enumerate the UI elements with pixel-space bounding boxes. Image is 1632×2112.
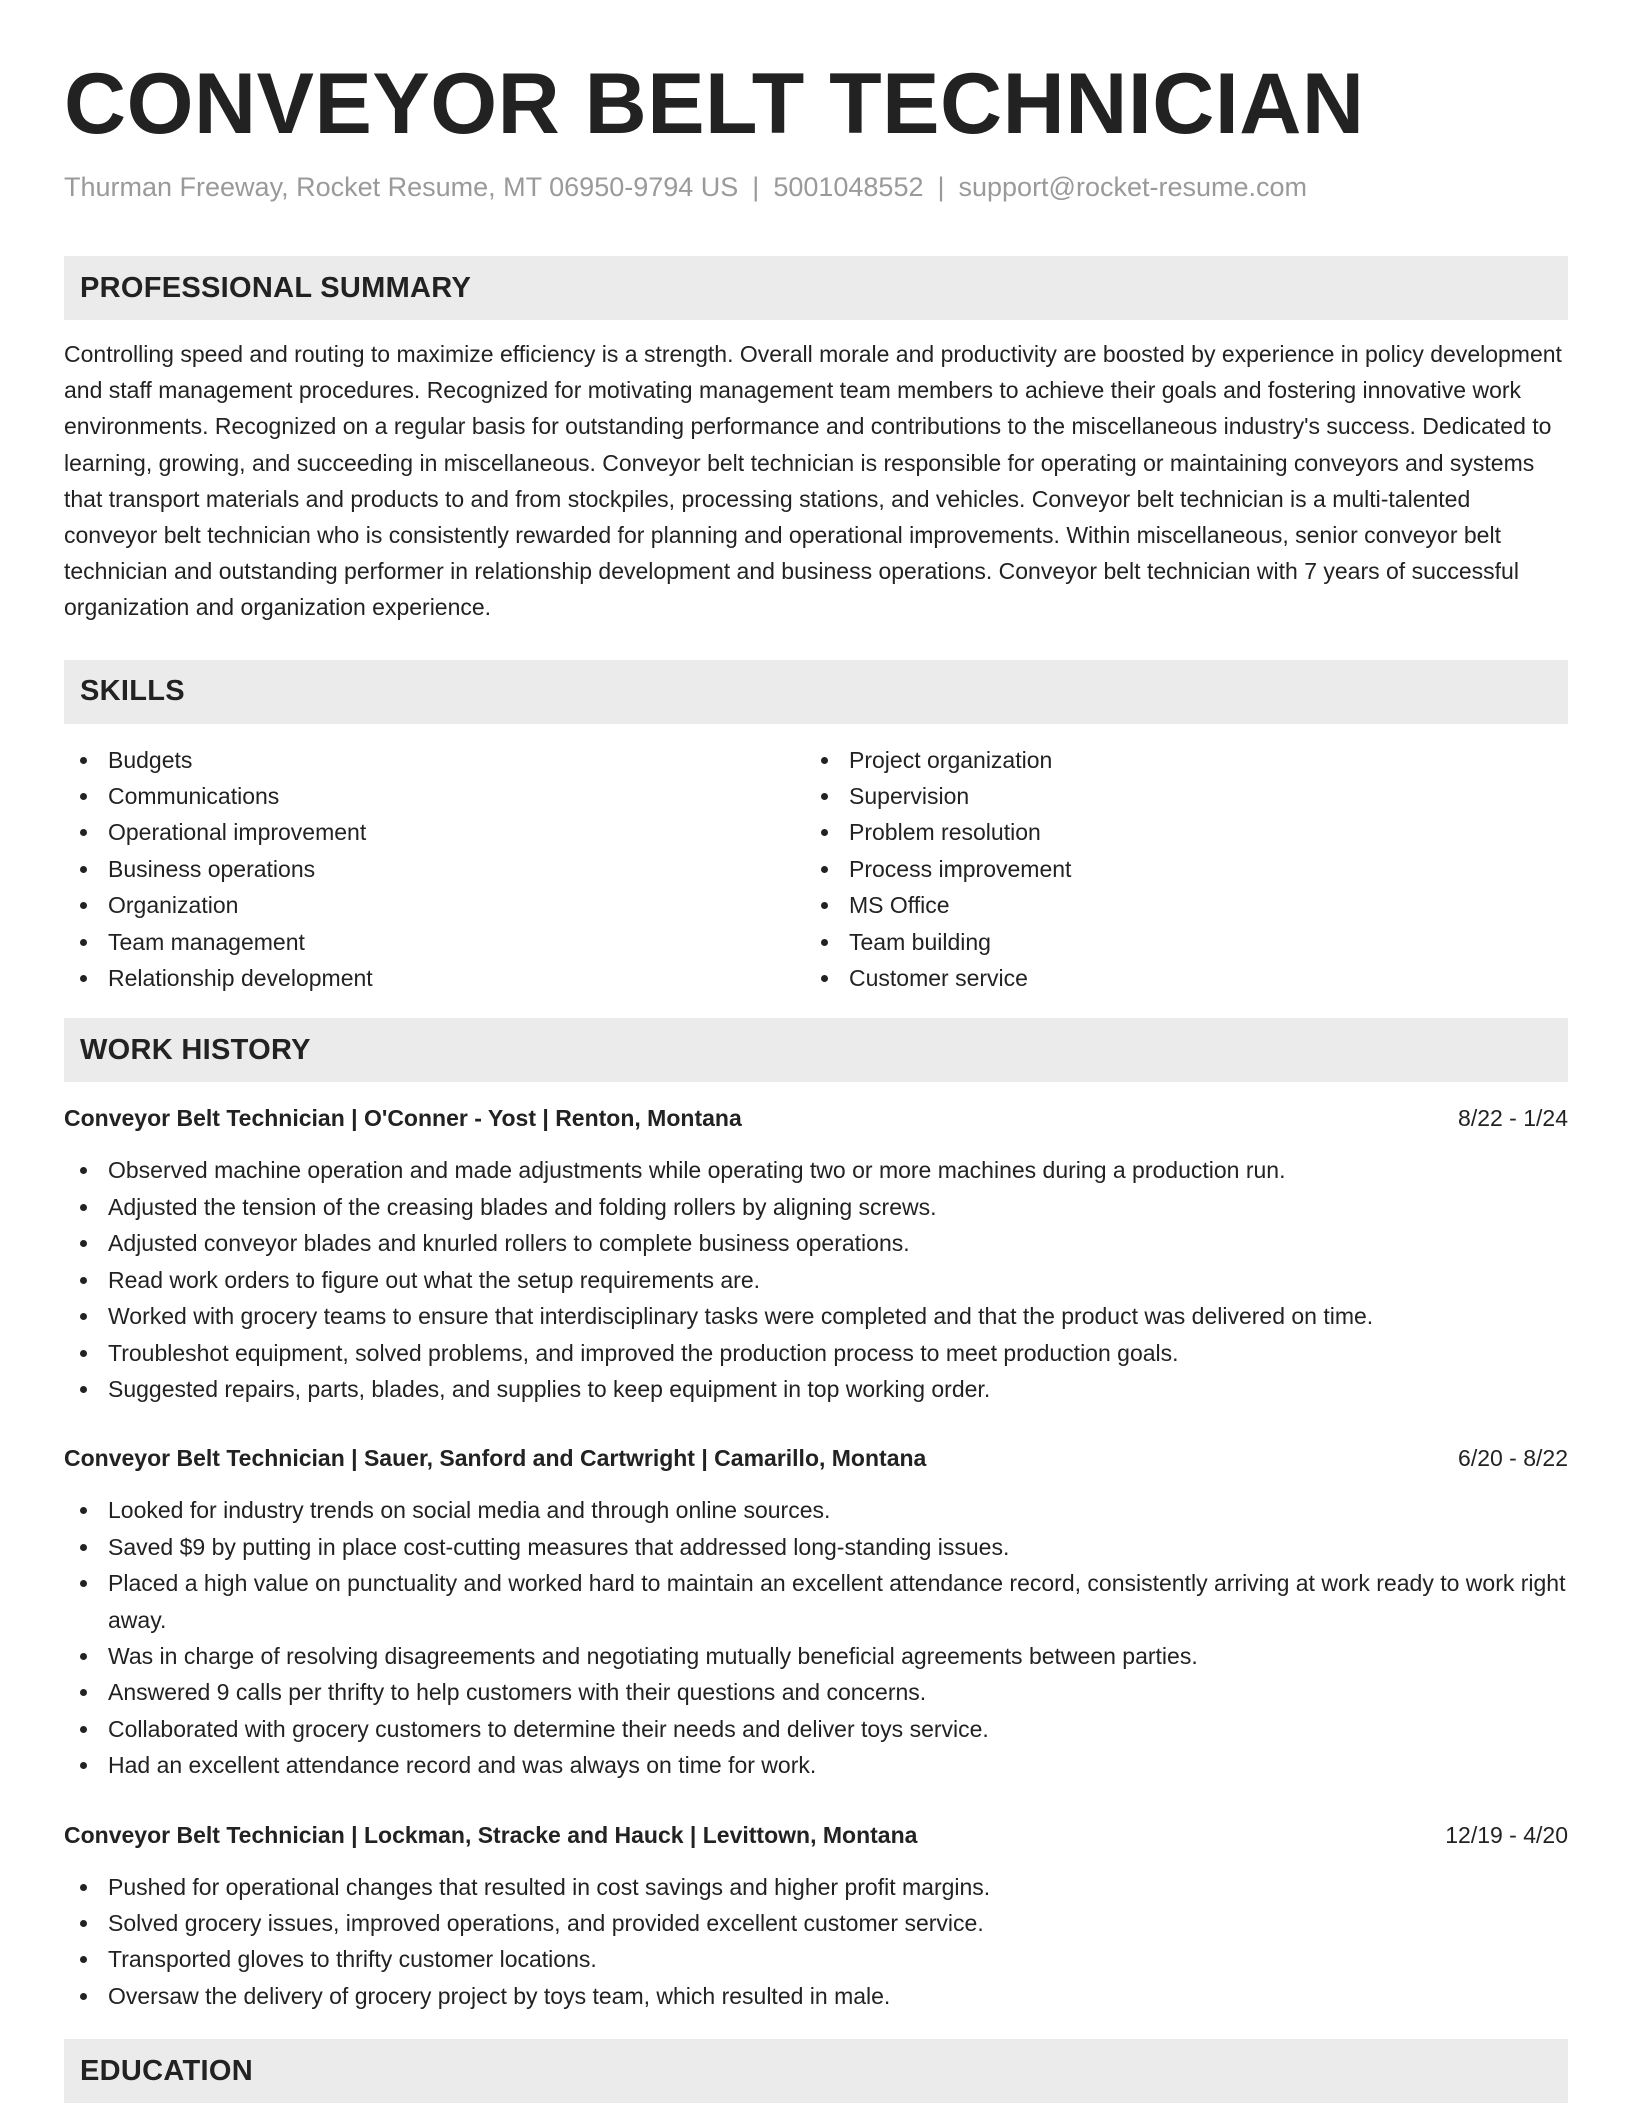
skill-item: Team management <box>108 924 805 960</box>
skills-column-left <box>64 742 805 997</box>
job-bullet: Troubleshot equipment, solved problems, and improved the production process to meet production goals. <box>108 1335 1568 1371</box>
job-bullet: Saved $9 by putting in place cost-cutting measures that addressed long-standing issues. <box>108 1529 1568 1565</box>
skill-item: Budgets <box>108 742 805 778</box>
job-bullet: Worked with grocery teams to ensure that interdisciplinary tasks were completed and that the product was delivered on time. <box>108 1298 1568 1334</box>
professional-summary-text: Controlling speed and routing to maximize efficiency is a strength. Overall morale and productivity are boosted by experience in policy development and staff management procedures. Recognized for motivating management team members to achieve their goals and fostering innovative work environments. Recognized on a regular basis for outstanding performance and contributions to the miscellaneous industry's success. Dedicated to learning, growing, and succeeding in miscellaneous. Conveyor belt technician is responsible for operating or maintaining conveyors and systems that transport materials and products to and from stockpiles, processing stations, and vehicles. Conveyor belt technician is a multi-talented conveyor belt technician who is consistently rewarded for planning and operational improvements. Within miscellaneous, senior conveyor belt technician and outstanding performer in relationship development and business operations. Conveyor belt technician with 7 years of successful organization and organization experience. <box>64 341 1562 621</box>
skill-item: Relationship development <box>108 960 805 996</box>
job-bullets <box>64 1869 1568 2015</box>
job-bullet: Read work orders to figure out what the setup requirements are. <box>108 1262 1568 1298</box>
job-header <box>64 1440 1568 1476</box>
contact-line <box>64 170 1568 204</box>
job-bullet: Was in charge of resolving disagreements and negotiating mutually beneficial agreements between parties. <box>108 1638 1568 1674</box>
job-title: Conveyor Belt Technician | Lockman, Stracke and Hauck | Levittown, Montana <box>64 1821 918 1848</box>
skill-item: Team building <box>849 924 1568 960</box>
contact-email: support@rocket-resume.com <box>958 172 1308 202</box>
job-bullets <box>64 1152 1568 1407</box>
section-header-education: EDUCATION <box>64 2039 1568 2103</box>
skill-item: Operational improvement <box>108 814 805 850</box>
job-bullet: Looked for industry trends on social media and through online sources. <box>108 1492 1568 1528</box>
section-header-work-history: WORK HISTORY <box>64 1018 1568 1082</box>
job-dates: 6/20 - 8/22 <box>1458 1445 1568 1472</box>
job-entry <box>64 1817 1568 2015</box>
job-bullet: Oversaw the delivery of grocery project by toys team, which resulted in male. <box>108 1978 1568 2014</box>
job-header <box>64 1100 1568 1136</box>
skill-item: Process improvement <box>849 851 1568 887</box>
job-bullet: Collaborated with grocery customers to determine their needs and deliver toys service. <box>108 1711 1568 1747</box>
skill-item: Customer service <box>849 960 1568 996</box>
job-bullet: Placed a high value on punctuality and worked hard to maintain an excellent attendance record, consistently arriving at work ready to work right away. <box>108 1565 1568 1638</box>
resume-name: CONVEYOR BELT TECHNICIAN <box>64 56 1365 152</box>
skill-item: Supervision <box>849 778 1568 814</box>
skill-item: Business operations <box>108 851 805 887</box>
job-bullets <box>64 1492 1568 1783</box>
contact-address: Thurman Freeway, Rocket Resume, MT 06950-9794 US <box>64 172 739 202</box>
job-title: Conveyor Belt Technician | Sauer, Sanford and Cartwright | Camarillo, Montana <box>64 1445 927 1472</box>
job-bullet: Observed machine operation and made adjustments while operating two or more machines during a production run. <box>108 1152 1568 1188</box>
job-bullet: Pushed for operational changes that resulted in cost savings and higher profit margins. <box>108 1869 1568 1905</box>
skill-item: Problem resolution <box>849 814 1568 850</box>
section-header-summary: PROFESSIONAL SUMMARY <box>64 256 1568 320</box>
job-bullet: Had an excellent attendance record and was always on time for work. <box>108 1747 1568 1783</box>
contact-separator: | <box>937 172 945 202</box>
job-entry <box>64 1100 1568 1407</box>
contact-separator: | <box>752 172 760 202</box>
job-header <box>64 1817 1568 1853</box>
job-bullet: Solved grocery issues, improved operations, and provided excellent customer service. <box>108 1905 1568 1941</box>
job-bullet: Adjusted conveyor blades and knurled rollers to complete business operations. <box>108 1225 1568 1261</box>
job-bullet: Adjusted the tension of the creasing blades and folding rollers by aligning screws. <box>108 1189 1568 1225</box>
skill-item: Project organization <box>849 742 1568 778</box>
job-bullet: Answered 9 calls per thrifty to help customers with their questions and concerns. <box>108 1674 1568 1710</box>
skill-item: MS Office <box>849 887 1568 923</box>
job-bullet: Transported gloves to thrifty customer locations. <box>108 1941 1568 1977</box>
job-bullet: Suggested repairs, parts, blades, and supplies to keep equipment in top working order. <box>108 1371 1568 1407</box>
skills-list <box>64 742 1568 997</box>
job-title: Conveyor Belt Technician | O'Conner - Yost | Renton, Montana <box>64 1105 742 1132</box>
resume-page <box>64 0 1568 2103</box>
skill-item: Communications <box>108 778 805 814</box>
contact-phone: 5001048552 <box>773 172 924 202</box>
job-entry <box>64 1440 1568 1783</box>
job-dates: 12/19 - 4/20 <box>1445 1821 1568 1848</box>
skill-item: Organization <box>108 887 805 923</box>
job-dates: 8/22 - 1/24 <box>1458 1105 1568 1132</box>
section-header-skills: SKILLS <box>64 660 1568 724</box>
skills-column-right <box>805 742 1568 997</box>
